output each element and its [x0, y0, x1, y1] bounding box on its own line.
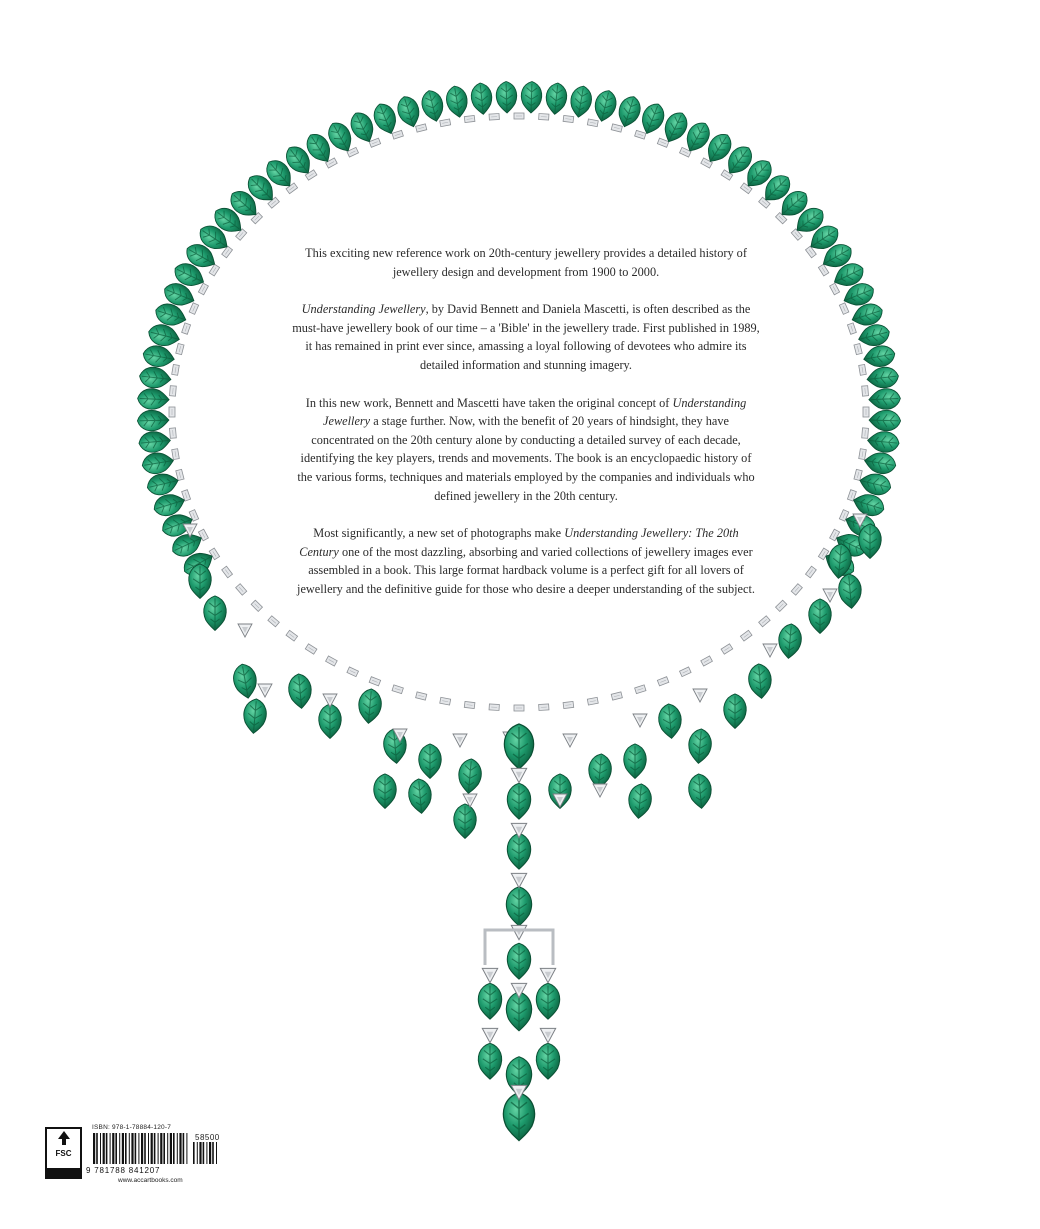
emerald-leaf [858, 471, 893, 498]
diamond-triangle [453, 734, 467, 747]
emerald-leaf [189, 564, 211, 599]
chain-link [776, 600, 787, 611]
emerald-leaf [863, 450, 897, 475]
pendant-diamond [511, 768, 526, 782]
chain-link [268, 616, 280, 627]
emerald-leaf [242, 698, 267, 734]
emerald-leaf [141, 344, 176, 370]
chain-link [251, 600, 262, 611]
fsc-band [47, 1168, 80, 1177]
barcode-bar [122, 1133, 124, 1164]
emerald-leaf [145, 471, 180, 498]
chain-link [657, 677, 668, 686]
chain-link [680, 667, 692, 677]
emerald-leaf [394, 94, 423, 130]
chain-link [392, 130, 403, 139]
book-title-italic: Understanding Jewellery [323, 395, 747, 429]
diamond-triangle [823, 589, 837, 602]
barcode-bar [93, 1133, 95, 1164]
chain-link [286, 630, 298, 641]
chain-link [182, 323, 191, 334]
blurb-paragraph-4 [292, 524, 760, 598]
emerald-leaf [419, 744, 441, 779]
emerald-leaf [470, 82, 494, 115]
emerald-leaf [777, 623, 802, 659]
chain-link [169, 386, 176, 396]
emerald-leaf [454, 804, 476, 839]
barcode-bar [125, 1133, 127, 1164]
barcode-bar [106, 1133, 108, 1164]
chain-link [563, 701, 574, 708]
barcode-bar [158, 1133, 159, 1164]
emerald-leaf [627, 783, 652, 819]
emerald-leaf [141, 450, 175, 475]
isbn-number: ISBN: 978-1-78884-120-7 [92, 1124, 172, 1131]
chain-link [305, 644, 317, 654]
pendant-leaf [507, 943, 530, 979]
diamond-triangle [323, 694, 337, 707]
barcode-bar [167, 1133, 168, 1164]
barcode-bar [119, 1133, 120, 1164]
barcode-bar [141, 1133, 143, 1164]
emerald-leaf [869, 410, 901, 431]
barcode-bar [163, 1133, 165, 1164]
emerald-leaf [867, 430, 900, 453]
barcode-bar [129, 1133, 130, 1164]
blurb-text-3a: In this new work, Bennett and Mascetti have taken the original concept of [305, 395, 673, 410]
chain-link [635, 130, 646, 139]
diamond-triangle [258, 684, 272, 697]
emerald-leaf [419, 88, 446, 123]
chain-link [209, 264, 219, 276]
emerald-leaf [657, 703, 682, 739]
pendant-leaf [536, 1043, 559, 1079]
emerald-leaf [615, 94, 644, 130]
chain-link [169, 407, 175, 417]
emerald-leaf [724, 694, 746, 729]
chain-link [657, 138, 668, 147]
blurb-text-4a: Most significantly, a new set of photographs make [313, 526, 565, 541]
book-title-italic: Understanding Jewellery: The 20th Century [299, 526, 739, 559]
chain-link [759, 616, 771, 627]
barcode-bar [131, 1133, 133, 1164]
barcode-bar [170, 1133, 172, 1164]
blurb-text-4b: one of the most dazzling, absorbing and varied collections of jewellery images ever assembled in a book. This large format hardback volume is a perfect gift for all lovers of jewellery and the definitive guide for those who desire a deeper understanding of the subject. [297, 544, 755, 596]
barcode-bar [148, 1133, 149, 1164]
chain-link [740, 630, 752, 641]
chain-link [587, 697, 598, 705]
barcode-bar [144, 1133, 146, 1164]
barcode-bar [100, 1133, 101, 1164]
chain-link [440, 697, 451, 705]
chain-link [514, 705, 524, 711]
chain-link [539, 704, 549, 711]
emerald-leaf [374, 774, 396, 809]
emerald-leaf [837, 573, 862, 609]
chain-link [635, 685, 646, 694]
chain-link [818, 264, 828, 276]
book-title-italic: Understanding Jewellery [301, 302, 426, 317]
blurb-text-2: , by David Bennett and Daniela Mascetti, is often described as the must-have jewellery book of our time – a 'Bible' in the jewellery trade. First published in 1989, it has remained in print ever since, amassing a loyal following of devotees who admire its detailed information and stunning imagery. [292, 302, 760, 372]
emerald-leaf [862, 344, 897, 370]
chain-link [369, 138, 380, 147]
barcode-bar [154, 1133, 156, 1164]
emerald-leaf [319, 704, 341, 739]
emerald-leaf [856, 322, 892, 349]
barcode-bar [160, 1133, 162, 1164]
chain-link [392, 685, 403, 694]
emerald-leaf [407, 778, 432, 814]
chain-link [440, 119, 451, 127]
chain-link [859, 364, 867, 375]
blurb-text-1: This exciting new reference work on 20th-century jewellery provides a detailed history of jewellery design and development from 1900 to 2000. [305, 246, 747, 279]
emerald-leaf [747, 663, 772, 699]
emerald-leaf [496, 81, 517, 113]
barcode-bar [183, 1133, 185, 1164]
emerald-leaf [457, 758, 482, 794]
emerald-leaf [687, 773, 712, 809]
pendant-diamond [540, 1028, 555, 1042]
tree-icon [55, 1130, 73, 1146]
ean-digits: 9 781788 841207 [86, 1166, 161, 1175]
barcode-bar [216, 1142, 217, 1164]
pendant-diamond [511, 925, 526, 939]
chain-link [176, 344, 184, 355]
barcode-bar [179, 1133, 181, 1164]
diamond-triangle [238, 624, 252, 637]
chain-link [172, 364, 180, 375]
barcode-bar [173, 1133, 175, 1164]
emerald-leaf [687, 728, 712, 764]
barcode-bar [96, 1133, 98, 1164]
barcode-bar [135, 1133, 137, 1164]
pendant-leaf [536, 983, 559, 1019]
chain-link [611, 124, 622, 132]
chain-link [347, 667, 359, 677]
emerald-leaf [204, 596, 226, 631]
emerald-leaf [137, 410, 169, 431]
chain-link [326, 656, 338, 666]
emerald-leaf [444, 84, 469, 118]
barcode-bar [112, 1133, 114, 1164]
price-code: 58500 [195, 1133, 220, 1142]
chain-link [830, 283, 840, 295]
chain-link [369, 677, 380, 686]
barcode-bar [138, 1133, 139, 1164]
barcode-bar [203, 1142, 205, 1164]
chain-link [514, 113, 524, 119]
chain-link [847, 323, 856, 334]
emerald-leaf [138, 366, 172, 390]
chain-link [854, 344, 862, 355]
fsc-logo [45, 1127, 82, 1179]
chain-link [172, 449, 180, 460]
emerald-leaf [138, 430, 171, 453]
emerald-leaf [521, 81, 542, 113]
emerald-leaf [866, 366, 900, 390]
barcode-bar [197, 1142, 198, 1164]
pendant-leaf [478, 983, 501, 1019]
chain-link [854, 469, 862, 480]
emerald-leaf [287, 673, 312, 709]
chain-link [176, 469, 184, 480]
chain-link [489, 704, 499, 711]
back-cover-blurb [292, 244, 760, 618]
chain-link [464, 115, 475, 122]
emerald-leaf [592, 88, 619, 123]
barcode-bar [199, 1142, 201, 1164]
emerald-leaf [624, 744, 646, 779]
pendant-diamond [482, 968, 497, 982]
chain-link [489, 114, 499, 121]
barcode-bar [115, 1133, 117, 1164]
barcode-bar [151, 1133, 153, 1164]
chain-link [791, 584, 802, 595]
diamond-triangle [633, 714, 647, 727]
diamond-triangle [593, 784, 607, 797]
chain-link [611, 692, 622, 700]
barcode-bar [186, 1133, 187, 1164]
pendant-diamond [482, 1028, 497, 1042]
blurb-paragraph-1 [292, 244, 760, 281]
chain-link [563, 115, 574, 122]
chain-link [222, 566, 233, 578]
chain-link [721, 644, 733, 654]
barcode-bar [209, 1142, 211, 1164]
diamond-triangle [693, 689, 707, 702]
ean-barcode [92, 1133, 188, 1166]
chain-link [805, 566, 816, 578]
publisher-website: www.accartbooks.com [118, 1177, 183, 1184]
emerald-leaf [137, 388, 169, 410]
barcode-bar [177, 1133, 178, 1164]
chain-link [859, 449, 867, 460]
emerald-leaf [809, 599, 831, 634]
chain-link [539, 114, 549, 121]
chain-link [839, 303, 849, 315]
price-barcode [192, 1142, 218, 1166]
emerald-leaf [231, 662, 259, 700]
chain-link [464, 701, 475, 708]
chain-link [416, 692, 427, 700]
pendant-leaf [504, 724, 533, 769]
barcode-bar [206, 1142, 207, 1164]
pendant-leaf [506, 887, 531, 926]
pendant-leaf [507, 783, 530, 819]
barcode-bar [193, 1142, 195, 1164]
barcode-bar [110, 1133, 111, 1164]
emerald-leaf [357, 688, 382, 724]
blurb-paragraph-3 [292, 394, 760, 506]
chain-link [236, 584, 247, 595]
fsc-label: FSC [55, 1149, 72, 1158]
chain-link [862, 386, 869, 396]
chain-link [416, 124, 427, 132]
emerald-leaf [146, 322, 182, 349]
chain-link [701, 656, 713, 666]
pendant-diamond [540, 968, 555, 982]
blurb-paragraph-2 [292, 300, 760, 374]
pendant-leaf [478, 1043, 501, 1079]
pendant [478, 724, 559, 1141]
pendant-diamond [511, 873, 526, 887]
chain-link [169, 428, 176, 438]
chain-link [189, 303, 199, 315]
blurb-text-3b: a stage further. Now, with the benefit of 20 years of hindsight, they have concentrated on the 20th century alone by conducting a detailed survey of each decade, identifying the key players, trends and movements. The book is an encyclopaedic history of the various forms, techniques and materials employed by the companies and individuals who defined jewellery in the 20th century. [297, 414, 755, 503]
diamond-triangle [563, 734, 577, 747]
chain-link [587, 119, 598, 127]
emerald-leaf [868, 388, 900, 410]
barcode-bar [212, 1142, 214, 1164]
chain-link [198, 283, 208, 295]
emerald-leaf [545, 82, 569, 115]
chain-link [862, 428, 869, 438]
barcode-bar [103, 1133, 105, 1164]
chain-link [863, 407, 869, 417]
diamond-triangle [763, 644, 777, 657]
emerald-leaf [568, 84, 593, 118]
